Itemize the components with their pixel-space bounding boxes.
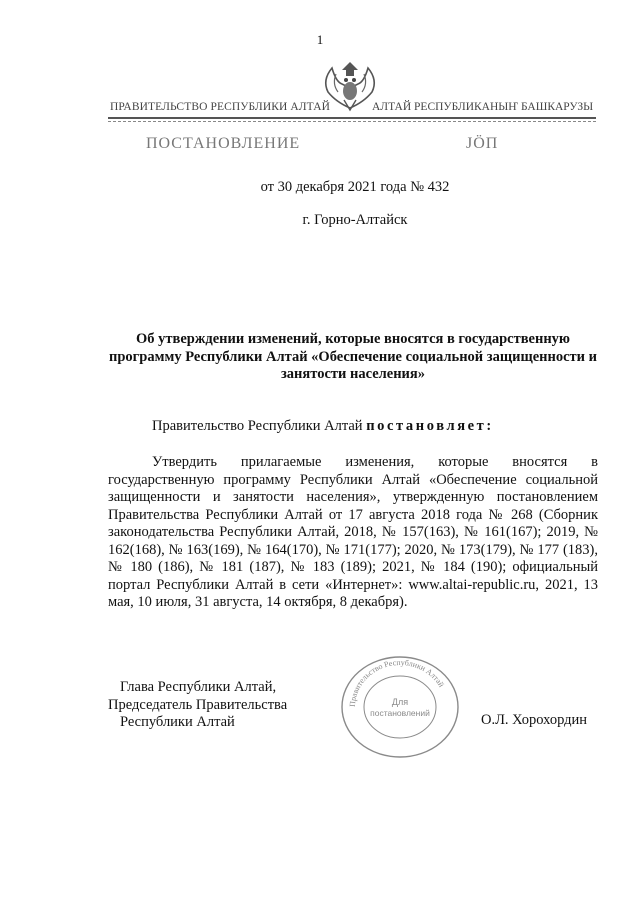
signatory-name: О.Л. Хорохордин [481, 712, 588, 728]
letterhead-rule-dashed [108, 121, 596, 122]
signatory-position [108, 679, 287, 732]
document-type-ru: ПОСТАНОВЛЕНИЕ [146, 135, 301, 152]
document-body: Утвердить прилагаемые изменения, которые вносятся в государственную программу Республики Алтай «Обеспечение социальной защищенности и занятости населения», утвержденную постановлением Правительства Республики Алтай от 17 августа 2018 года № 268 (Сборник законодательства Республики Алтай, 2018, № 157(163), № 161(167); 2019, № 162(168), № 163(169), № 164(170), № 171(177); 2020, № 173(179), № 177 (183), № 180 (186), № 181 (187), № 183 (189); 2021, № 184 (190); официальный портал Республики Алтай в сети «Интернет»: www.altai-republic.ru, 2021, 13 мая, 10 июля, 31 августа, 14 октября, 8 декабря). [108, 454, 598, 610]
preamble-emphasis: постановляет: [366, 418, 494, 434]
letterhead-rule [108, 117, 596, 119]
document-heading: Об утверждении изменений, которые вносятся в государственную программу Республики Алтай «Обеспечение социальной защищенности и занятости населения» [109, 331, 597, 382]
stamp-center-text: постановлений [370, 708, 430, 718]
signatory-position-line: Глава Республики Алтай, [120, 679, 277, 695]
document-date-number: от 30 декабря 2021 года № 432 [260, 179, 450, 195]
document-type-alt: ЈӦП [466, 135, 499, 152]
signatory-position-line: Председатель Правительства [108, 696, 288, 713]
signatory-position-line: Республики Алтай [120, 714, 235, 730]
page-number: 1 [316, 32, 324, 47]
document-city: г. Горно-Алтайск [302, 212, 408, 228]
stamp-ring-text: Правительство Республики Алтай [347, 657, 446, 708]
stamp-center-text: Для [391, 697, 409, 707]
official-stamp-icon [339, 654, 461, 760]
government-name-alt: АЛТАЙ РЕСПУБЛИКАНЫҤ БАШКАРУЗЫ [372, 101, 594, 113]
preamble-text: Правительство Республики Алтай [152, 418, 367, 434]
government-name-ru: ПРАВИТЕЛЬСТВО РЕСПУБЛИКИ АЛТАЙ [110, 101, 331, 113]
preamble [152, 418, 494, 435]
